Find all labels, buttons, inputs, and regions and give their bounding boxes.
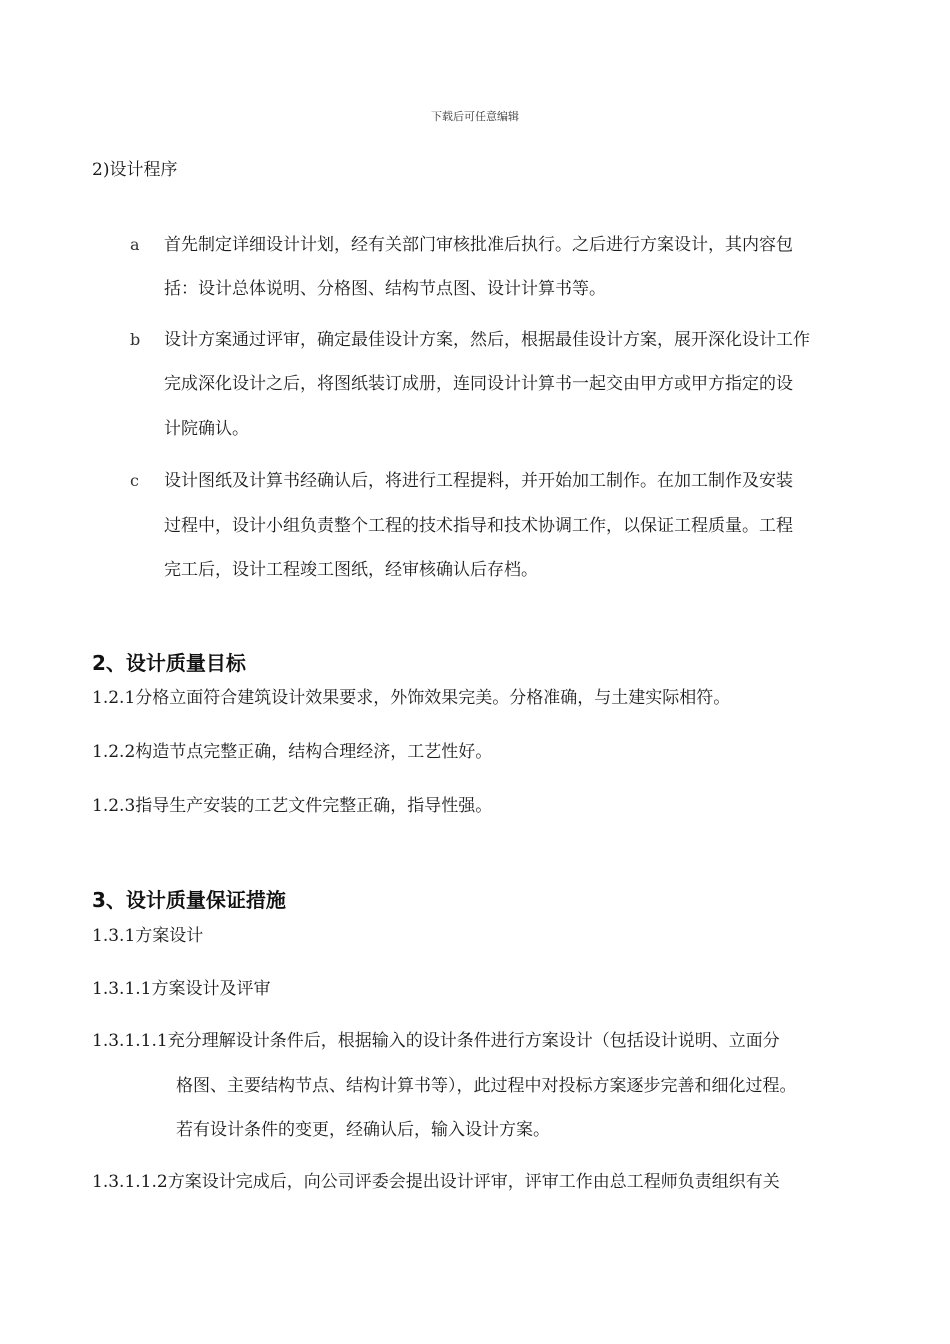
quality-measures-heading: 3、设计质量保证措施 [92, 888, 286, 912]
measures-item-1-cont-1: 格图、主要结构节点、结构计算书等），此过程中对投标方案逐步完善和细化过程。 [176, 1076, 797, 1096]
item-c-line-1: 设计图纸及计算书经确认后，将进行工程提料，并开始加工制作。在加工制作及安装 [164, 471, 793, 491]
measures-item-1-cont-2: 若有设计条件的变更，经确认后，输入设计方案。 [176, 1120, 550, 1140]
item-marker-c: c [130, 471, 139, 490]
measures-item-2-first: 1.3.1.1.2方案设计完成后，向公司评委会提出设计评审，评审工作由总工程师负责组织有关 [92, 1172, 780, 1192]
procedure-title: 2)设计程序 [92, 160, 178, 180]
quality-goal-item-3: 1.2.3指导生产安装的工艺文件完整正确，指导性强。 [92, 796, 493, 816]
item-a-line-2: 括：设计总体说明、分格图、结构节点图、设计计算书等。 [164, 279, 606, 299]
item-b-line-3: 计院确认。 [164, 419, 249, 439]
item-c-line-2: 过程中，设计小组负责整个工程的技术指导和技术协调工作，以保证工程质量。工程 [164, 516, 793, 536]
item-b-line-2: 完成深化设计之后，将图纸装订成册，连同设计计算书一起交由甲方或甲方指定的设 [164, 374, 793, 394]
item-b-line-1: 设计方案通过评审，确定最佳设计方案，然后，根据最佳设计方案，展开深化设计工作 [164, 330, 810, 350]
quality-goal-item-2: 1.2.2构造节点完整正确，结构合理经济，工艺性好。 [92, 742, 493, 762]
quality-goal-heading: 2、设计质量目标 [92, 651, 246, 675]
item-marker-a: a [130, 235, 140, 254]
measures-sub-1: 1.3.1方案设计 [92, 926, 204, 946]
item-a-line-1: 首先制定详细设计计划，经有关部门审核批准后执行。之后进行方案设计，其内容包 [164, 235, 793, 255]
measures-item-1-first: 1.3.1.1.1充分理解设计条件后，根据输入的设计条件进行方案设计（包括设计说明、立面分 [92, 1031, 780, 1051]
measures-sub-2: 1.3.1.1方案设计及评审 [92, 979, 271, 999]
item-c-line-3: 完工后，设计工程竣工图纸，经审核确认后存档。 [164, 560, 538, 580]
header-note: 下载后可任意编辑 [431, 110, 519, 123]
quality-goal-item-1: 1.2.1分格立面符合建筑设计效果要求，外饰效果完美。分格准确，与土建实际相符。 [92, 688, 731, 708]
item-marker-b: b [130, 330, 141, 349]
